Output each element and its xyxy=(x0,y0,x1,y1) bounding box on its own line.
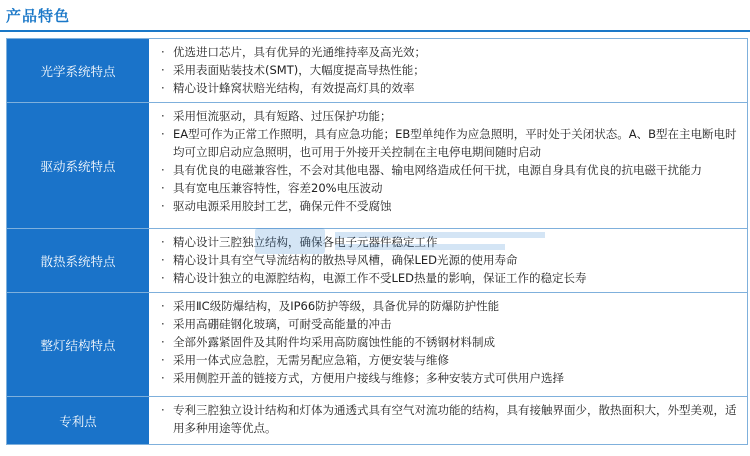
table-row-structure xyxy=(6,293,748,397)
table-row-driver xyxy=(6,103,748,229)
list-item: · 采用一体式应急腔，无需另配应急箱，方便安装与维修 xyxy=(161,353,449,367)
row-content xyxy=(149,103,747,228)
row-label: 光学系统特点 xyxy=(7,39,149,102)
list-item: · 采用ⅡC级防爆结构，及IP66防护等级，具备优异的防爆防护性能 xyxy=(161,299,500,313)
row-label: 散热系统特点 xyxy=(7,229,149,292)
table-row-cooling xyxy=(6,229,748,293)
list-item: · 精心设计独立的电源腔结构，电源工作不受LED热量的影响，保证工作的稳定长寿 xyxy=(161,271,587,285)
list-item: · 全部外露紧固件及其附件均采用高防腐蚀性能的不锈钢材料制成 xyxy=(161,335,495,349)
section-header xyxy=(0,0,750,32)
section-title: 产品特色 xyxy=(6,7,71,25)
list-item: · 具有宽电压兼容特性，容差20%电压波动 xyxy=(161,181,383,195)
list-item: · 采用表面贴装技术(SMT)，大幅度提高导热性能； xyxy=(161,63,425,77)
list-item: · 专利三腔独立设计结构和灯体为通透式具有空气对流功能的结构，具有接触界面少，散热面积大，外型美观，适用多种用途等优点。 xyxy=(161,403,737,435)
feature-table xyxy=(6,38,748,445)
row-content xyxy=(149,397,747,444)
list-item: · 优选进口芯片，具有优异的光通维持率及高光效； xyxy=(161,45,426,59)
list-item: · 精心设计三腔独立结构，确保各电子元器件稳定工作 xyxy=(161,235,438,249)
table-row-patent xyxy=(6,397,748,445)
list-item: · 采用恒流驱动，具有短路、过压保护功能； xyxy=(161,109,392,123)
header-divider xyxy=(0,30,750,32)
row-content xyxy=(149,293,747,396)
list-item: · 驱动电源采用胶封工艺，确保元件不受腐蚀 xyxy=(161,199,392,213)
list-item: · 采用高硼硅钢化玻璃，可耐受高能量的冲击 xyxy=(161,317,392,331)
list-item: · 采用侧腔开盖的链接方式，方便用户接线与维修；多种安装方式可供用户选择 xyxy=(161,371,564,385)
table-row-optical xyxy=(6,39,748,103)
list-item: · 具有优良的电磁兼容性，不会对其他电器、输电网络造成任何干扰，电源自身具有优良的抗电磁干扰能力 xyxy=(161,163,702,177)
list-item: · 精心设计具有空气导流结构的散热导风槽，确保LED光源的使用寿命 xyxy=(161,253,518,267)
row-label: 专利点 xyxy=(7,397,149,444)
row-content xyxy=(149,39,747,102)
row-content xyxy=(149,229,747,292)
list-item: · 精心设计蜂窝状赔光结构，有效提高灯具的效率 xyxy=(161,81,415,95)
row-label: 整灯结构特点 xyxy=(7,293,149,396)
list-item: · EA型可作为正常工作照明，具有应急功能；EB型单纯作为应急照明，平时处于关闭状态。A、B型在主电断电时均可立即启动应急照明，也可用于外接开关控制在主电停电期间随时启动 xyxy=(161,127,737,159)
row-label: 驱动系统特点 xyxy=(7,103,149,228)
